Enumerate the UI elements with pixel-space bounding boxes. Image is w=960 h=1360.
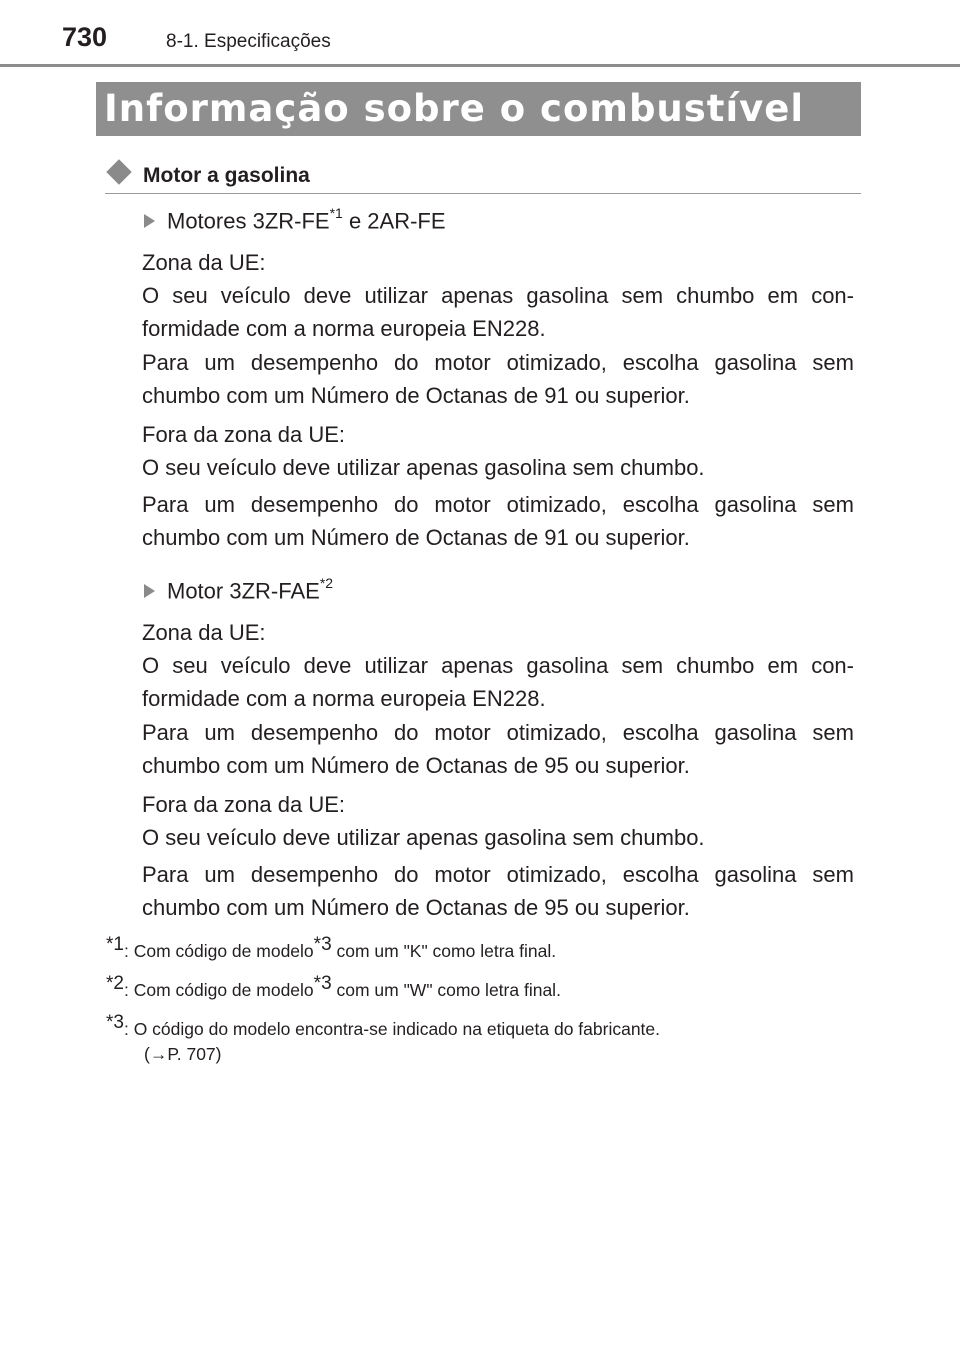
footnote-ref: *2 [319, 575, 334, 591]
paragraph [142, 788, 854, 854]
paragraph [142, 246, 854, 345]
subsection-title: Motor a gasolina [143, 164, 310, 187]
zone-text: O seu veículo deve utilizar apenas gasolina sem chumbo. [142, 455, 705, 480]
item-label-rest: e 2AR-FE [342, 208, 446, 234]
zone-label: Zona da UE: [142, 620, 266, 645]
header-rule [0, 64, 960, 67]
paragraph: Para um desempenho do motor otimizado, escolha gasolina sem chumbo com um Número de Octanas de 95 ou superior. [142, 862, 854, 920]
footnote-text: com um "K" como letra final. [331, 940, 557, 961]
zone-text: O seu veículo deve utilizar apenas gasolina sem chumbo. [142, 825, 705, 850]
footnote-text: : O código do modelo encontra-se indicado na etiqueta do fabricante. [123, 1018, 661, 1039]
footnote-text: : Com código de modelo [123, 979, 314, 1000]
footnote-mark: *2 [106, 973, 124, 994]
diamond-icon [106, 159, 131, 184]
zone-label: Fora da zona da UE: [142, 792, 346, 817]
paragraph: Para um desempenho do motor otimizado, escolha gasolina sem chumbo com um Número de Octanas de 95 ou superior. [142, 720, 854, 778]
zone-label: Fora da zona da UE: [142, 422, 346, 447]
zone-label: Zona da UE: [142, 250, 266, 275]
zone-text: O seu veículo deve utilizar apenas gasolina sem chumbo em con-formidade com a norma europeia EN228. [142, 653, 854, 711]
footnote-ref: *3 [313, 934, 332, 955]
footnote-mark: *3 [106, 1012, 124, 1033]
paragraph [142, 418, 854, 484]
footnote [106, 932, 866, 964]
footnote-ref: *3 [313, 973, 332, 994]
zone-text: O seu veículo deve utilizar apenas gasolina sem chumbo em con-formidade com a norma europeia EN228. [142, 283, 854, 341]
paragraph: Para um desempenho do motor otimizado, escolha gasolina sem chumbo com um Número de Octanas de 91 ou superior. [142, 350, 854, 408]
footnote-text: : Com código de modelo [123, 940, 314, 961]
section-title: 8-1. Especificações [166, 31, 331, 52]
page-title: Informação sobre o combustível [96, 82, 861, 136]
item-heading-3zr-fae [144, 577, 333, 604]
item-label: Motor 3ZR-FAE [167, 578, 320, 604]
page-reference[interactable]: (→P. 707) [144, 1043, 222, 1064]
footnote-ref: *1 [329, 205, 343, 221]
item-label: Motores 3ZR-FE [167, 208, 330, 234]
footnote-text: com um "W" como letra final. [331, 979, 561, 1000]
triangle-right-icon [144, 214, 155, 228]
footnote [106, 1010, 866, 1067]
footnote-mark: *1 [106, 934, 124, 955]
subsection-heading [105, 160, 861, 194]
triangle-right-icon [144, 584, 155, 598]
paragraph [142, 616, 854, 715]
footnote [106, 971, 866, 1003]
paragraph: Para um desempenho do motor otimizado, escolha gasolina sem chumbo com um Número de Octanas de 91 ou superior. [142, 492, 854, 550]
page-number: 730 [62, 22, 108, 52]
item-heading-3zr-fe [144, 207, 446, 234]
